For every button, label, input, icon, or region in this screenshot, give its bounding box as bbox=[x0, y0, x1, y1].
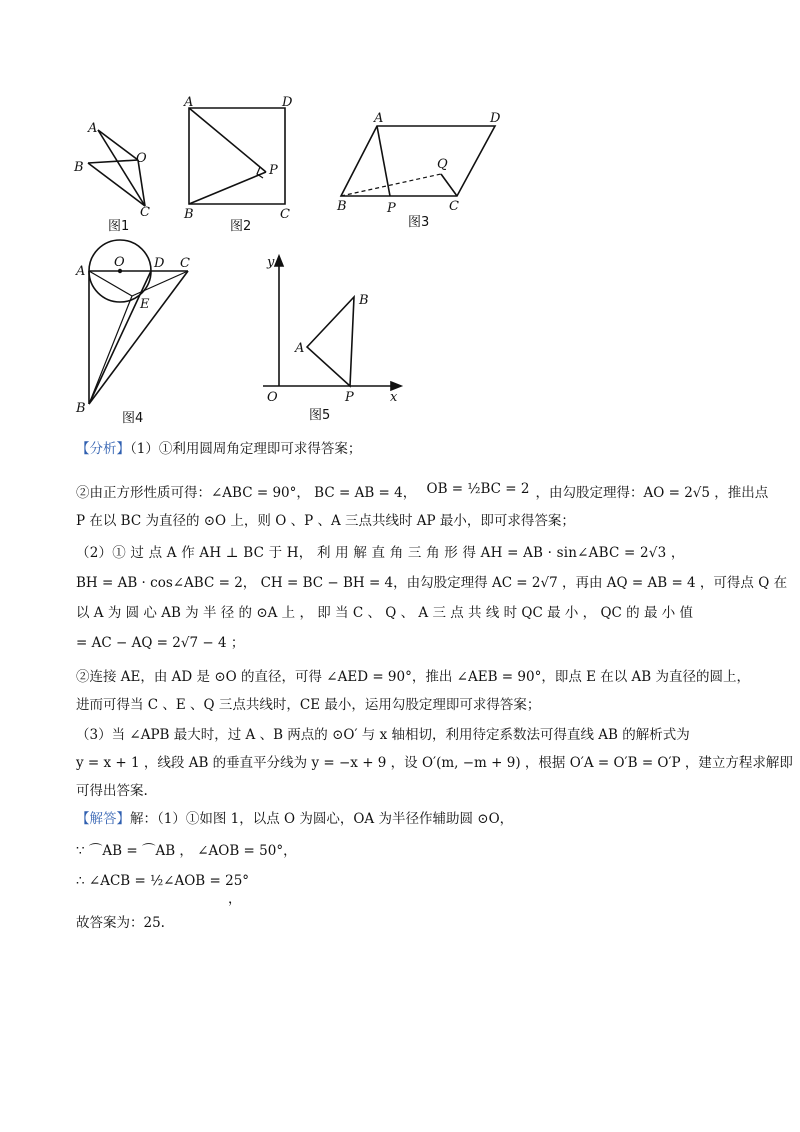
fig2-label-b: B bbox=[184, 207, 194, 222]
figure-3 bbox=[333, 106, 513, 231]
analysis-tag: 【分析】 bbox=[76, 441, 130, 457]
analysis-text-5b: y = x + 1 ，线段 AB 的垂直平分线为 y = −x + 9 ，设 O′(m, −m + 9) ，根据 O′A = O′B = O′P ，建立方程求解即 bbox=[76, 755, 793, 771]
solution-tag: 【解答】 bbox=[76, 811, 130, 827]
fig3-label-a: A bbox=[374, 111, 384, 126]
analysis-text-3d: = AC − AQ = 2√7 − 4 ； bbox=[76, 635, 245, 651]
analysis-text-3c: 以 A 为 圆 心 AB 为 半 径 的 ⊙A 上 ， 即 当 C 、 Q 、 A 三 点 共 线 时 QC 最 小 ， QC 的 最 小 值 bbox=[76, 605, 694, 621]
fig4-label-e: E bbox=[140, 297, 150, 312]
fig3-label-q: Q bbox=[437, 157, 448, 172]
analysis-line-11 bbox=[76, 751, 793, 771]
fig1-label-c: C bbox=[140, 205, 150, 220]
analysis-text-2c: P 在以 BC 为直径的 ⊙O 上，则 O 、P 、A 三点共线时 AP 最小，即可求得答案； bbox=[76, 513, 575, 529]
fig3-caption: 图3 bbox=[408, 215, 430, 230]
fig1-label-o: O bbox=[136, 151, 147, 166]
analysis-text-3a: （2）① 过 点 A 作 AH ⊥ BC 于 H， 利 用 解 直 角 三 角 形 得 AH = AB · sin∠ABC = 2√3 ， bbox=[76, 545, 685, 561]
solution-text-3-tail: ， bbox=[228, 891, 242, 907]
analysis-line-12 bbox=[76, 779, 148, 799]
fig4-label-o: O bbox=[114, 255, 125, 270]
fig5-label-y: y bbox=[267, 255, 275, 270]
fig1-label-b: B bbox=[74, 160, 84, 175]
analysis-line-6 bbox=[76, 601, 693, 621]
fig5-label-x: x bbox=[390, 390, 398, 405]
analysis-line-8 bbox=[76, 665, 750, 685]
fig2-label-a: A bbox=[184, 95, 194, 110]
analysis-fraction-ob: OB = ½BC = 2 bbox=[426, 481, 530, 497]
analysis-line-7 bbox=[76, 631, 244, 651]
analysis-text-3b: BH = AB · cos∠ABC = 2， CH = BC − BH = 4，由勾股定理得 AC = 2√7 ，再由 AQ = AB = 4 ，可得点 Q 在 bbox=[76, 575, 788, 591]
fig3-label-d: D bbox=[490, 111, 501, 126]
analysis-line-4 bbox=[76, 541, 685, 561]
analysis-line-3 bbox=[76, 509, 575, 529]
analysis-text-5a: （3）当 ∠APB 最大时，过 A 、B 两点的 ⊙O′ 与 x 轴相切，利用待定系数法可得直线 AB 的解析式为 bbox=[76, 727, 690, 743]
fig3-label-c: C bbox=[449, 199, 459, 214]
solution-text-3: ∴ ∠ACB = ½∠AOB = 25° bbox=[76, 873, 250, 889]
analysis-line-2 bbox=[76, 481, 768, 501]
figure-1 bbox=[70, 118, 160, 238]
figure-4 bbox=[70, 242, 200, 427]
analysis-text-4a: ②连接 AE，由 AD 是 ⊙O 的直径，可得 ∠AED = 90°，推出 ∠AEB = 90°，即点 E 在以 AB 为直径的圆上， bbox=[76, 669, 751, 685]
analysis-line-5 bbox=[76, 571, 787, 591]
solution-line-3 bbox=[76, 873, 249, 889]
fig1-caption: 图1 bbox=[108, 219, 130, 234]
fig4-label-c: C bbox=[180, 256, 190, 271]
fig2-label-c: C bbox=[280, 207, 290, 222]
solution-line-3-tail bbox=[228, 887, 242, 907]
analysis-text-2a: ②由正方形性质可得：∠ABC = 90°， BC = AB = 4， bbox=[76, 485, 417, 501]
solution-line-2 bbox=[76, 839, 297, 859]
fig4-label-d: D bbox=[154, 256, 165, 271]
solution-text-2: ∵ ⌒AB = ⌒AB ， ∠AOB = 50°， bbox=[76, 843, 297, 859]
figure-2 bbox=[180, 94, 300, 239]
fig2-caption: 图2 bbox=[230, 219, 252, 234]
fig4-label-b: B bbox=[76, 401, 86, 416]
solution-text-4: 故答案为：25. bbox=[76, 915, 165, 931]
analysis-line-10 bbox=[76, 723, 690, 743]
fig5-label-p: P bbox=[345, 390, 354, 405]
analysis-text-1: （1）①利用圆周角定理即可求得答案； bbox=[130, 441, 362, 457]
fig4-label-a: A bbox=[76, 264, 86, 279]
fig5-label-o: O bbox=[267, 390, 278, 405]
analysis-line-1 bbox=[76, 437, 361, 457]
solution-line-4 bbox=[76, 911, 165, 931]
fig3-label-p: P bbox=[387, 201, 396, 216]
fig2-label-p: P bbox=[269, 163, 278, 178]
fig4-caption: 图4 bbox=[122, 411, 144, 426]
fig3-label-b: B bbox=[337, 199, 347, 214]
analysis-text-4b: 进而可得当 C 、E 、Q 三点共线时，CE 最小，运用勾股定理即可求得答案； bbox=[76, 697, 541, 713]
fig5-label-b: B bbox=[359, 293, 369, 308]
figure-5 bbox=[255, 252, 415, 424]
analysis-text-5c: 可得出答案. bbox=[76, 783, 148, 799]
fig1-label-a: A bbox=[88, 121, 98, 136]
fig2-label-d: D bbox=[282, 95, 293, 110]
fig5-caption: 图5 bbox=[309, 408, 331, 423]
solution-text-1: 解：（1）①如图 1，以点 O 为圆心，OA 为半径作辅助圆 ⊙O， bbox=[130, 811, 514, 827]
analysis-text-2b: ，由勾股定理得：AO = 2√5 ，推出点 bbox=[535, 485, 769, 501]
analysis-line-9 bbox=[76, 693, 540, 713]
solution-line-1 bbox=[76, 807, 513, 827]
fig5-label-a: A bbox=[295, 341, 305, 356]
